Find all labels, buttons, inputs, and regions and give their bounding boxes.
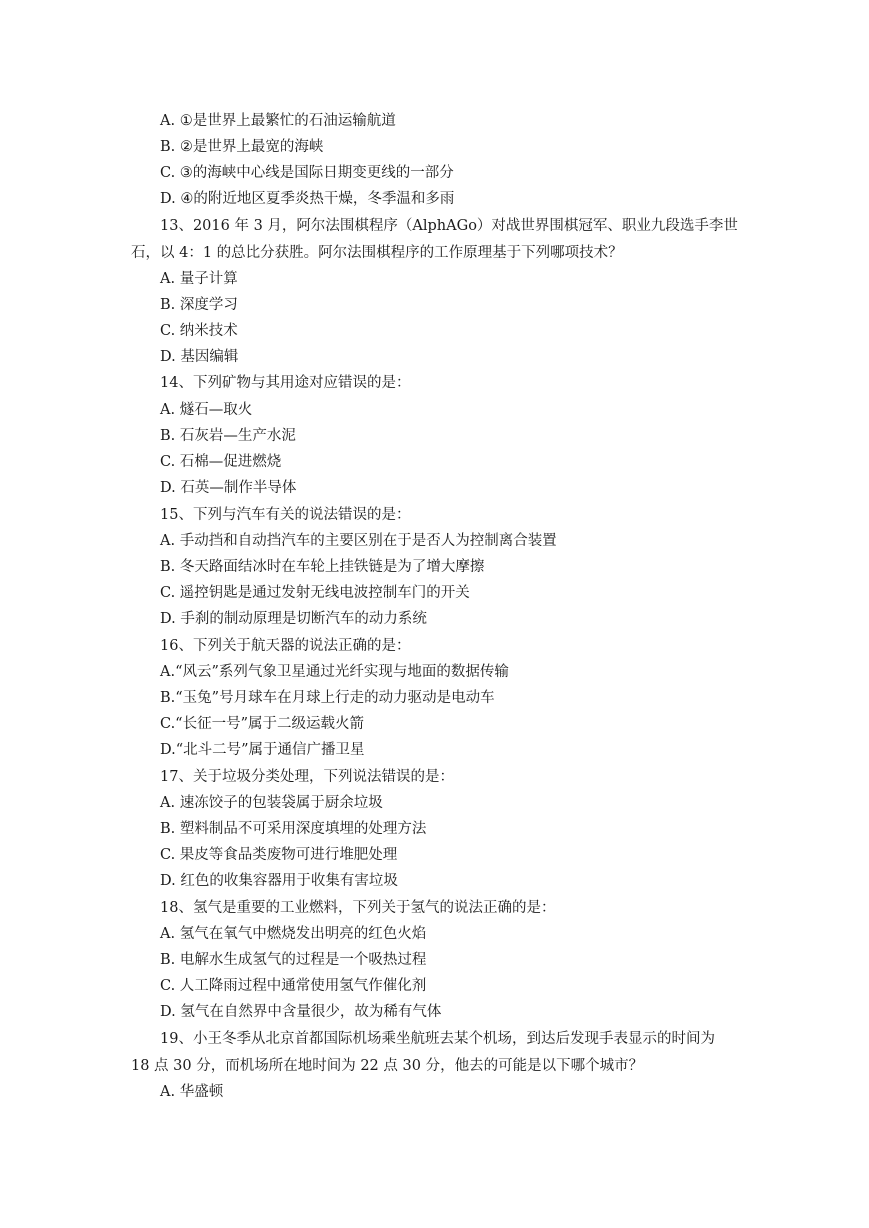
q16-stem: 16、下列关于航天器的说法正确的是：: [160, 638, 411, 654]
q13-option-d: D. 基因编辑: [160, 349, 239, 365]
q14-stem: 14、下列矿物与其用途对应错误的是：: [160, 375, 411, 391]
q13-stem: 13、2016 年 3 月，阿尔法围棋程序（AlphAGo）对战世界围棋冠军、职业九段选手李世: [160, 218, 738, 234]
q14-option-b: B. 石灰岩—生产水泥: [160, 428, 296, 444]
q13-option-b: B. 深度学习: [160, 297, 238, 313]
q18-option-a: A. 氢气在氧气中燃烧发出明亮的红色火焰: [160, 926, 427, 942]
q15-stem: 15、下列与汽车有关的说法错误的是：: [160, 507, 411, 523]
q14-option-c: C. 石棉—促进燃烧: [160, 454, 282, 470]
q12-option-d: D. ④的附近地区夏季炎热干燥，冬季温和多雨: [160, 191, 455, 207]
q13-option-a: A. 量子计算: [160, 271, 238, 287]
q18-option-c: C. 人工降雨过程中通常使用氢气作催化剂: [160, 978, 427, 994]
q16-option-d: D.“北斗二号”属于通信广播卫星: [160, 742, 365, 758]
q13-stem-cont: 石，以 4：1 的总比分获胜。阿尔法围棋程序的工作原理基于下列哪项技术？: [131, 245, 623, 261]
q17-option-c: C. 果皮等食品类废物可进行堆肥处理: [160, 847, 398, 863]
q17-option-a: A. 速冻饺子的包装袋属于厨余垃圾: [160, 795, 383, 811]
q18-option-d: D. 氢气在自然界中含量很少，故为稀有气体: [160, 1004, 442, 1020]
q15-option-d: D. 手刹的制动原理是切断汽车的动力系统: [160, 611, 427, 627]
q19-option-a: A. 华盛顿: [160, 1084, 224, 1100]
q15-option-a: A. 手动挡和自动挡汽车的主要区别在于是否人为控制离合装置: [160, 533, 557, 549]
q12-option-b: B. ②是世界上最宽的海峡: [160, 139, 324, 155]
q14-option-d: D. 石英—制作半导体: [160, 480, 297, 496]
q12-option-a: A. ①是世界上最繁忙的石油运输航道: [160, 113, 396, 129]
q16-option-a: A.“风云”系列气象卫星通过光纤实现与地面的数据传输: [160, 664, 509, 680]
q19-stem-cont: 18 点 30 分，而机场所在地时间为 22 点 30 分，他去的可能是以下哪个城市？: [131, 1058, 644, 1074]
q17-option-b: B. 塑料制品不可采用深度填埋的处理方法: [160, 821, 427, 837]
q12-option-c: C. ③的海峡中心线是国际日期变更线的一部分: [160, 165, 454, 181]
q18-stem: 18、氢气是重要的工业燃料，下列关于氢气的说法正确的是：: [160, 900, 556, 916]
q19-stem: 19、小王冬季从北京首都国际机场乘坐航班去某个机场，到达后发现手表显示的时间为: [160, 1031, 715, 1047]
q17-option-d: D. 红色的收集容器用于收集有害垃圾: [160, 873, 398, 889]
q18-option-b: B. 电解水生成氢气的过程是一个吸热过程: [160, 952, 427, 968]
q14-option-a: A. 燧石—取火: [160, 402, 253, 418]
q16-option-b: B.“玉兔”号月球车在月球上行走的动力驱动是电动车: [160, 690, 495, 706]
q15-option-c: C. 遥控钥匙是通过发射无线电波控制车门的开关: [160, 585, 470, 601]
q16-option-c: C.“长征一号”属于二级运载火箭: [160, 716, 365, 732]
q17-stem: 17、关于垃圾分类处理，下列说法错误的是：: [160, 769, 454, 785]
q15-option-b: B. 冬天路面结冰时在车轮上挂铁链是为了增大摩擦: [160, 559, 485, 575]
q13-option-c: C. 纳米技术: [160, 323, 238, 339]
